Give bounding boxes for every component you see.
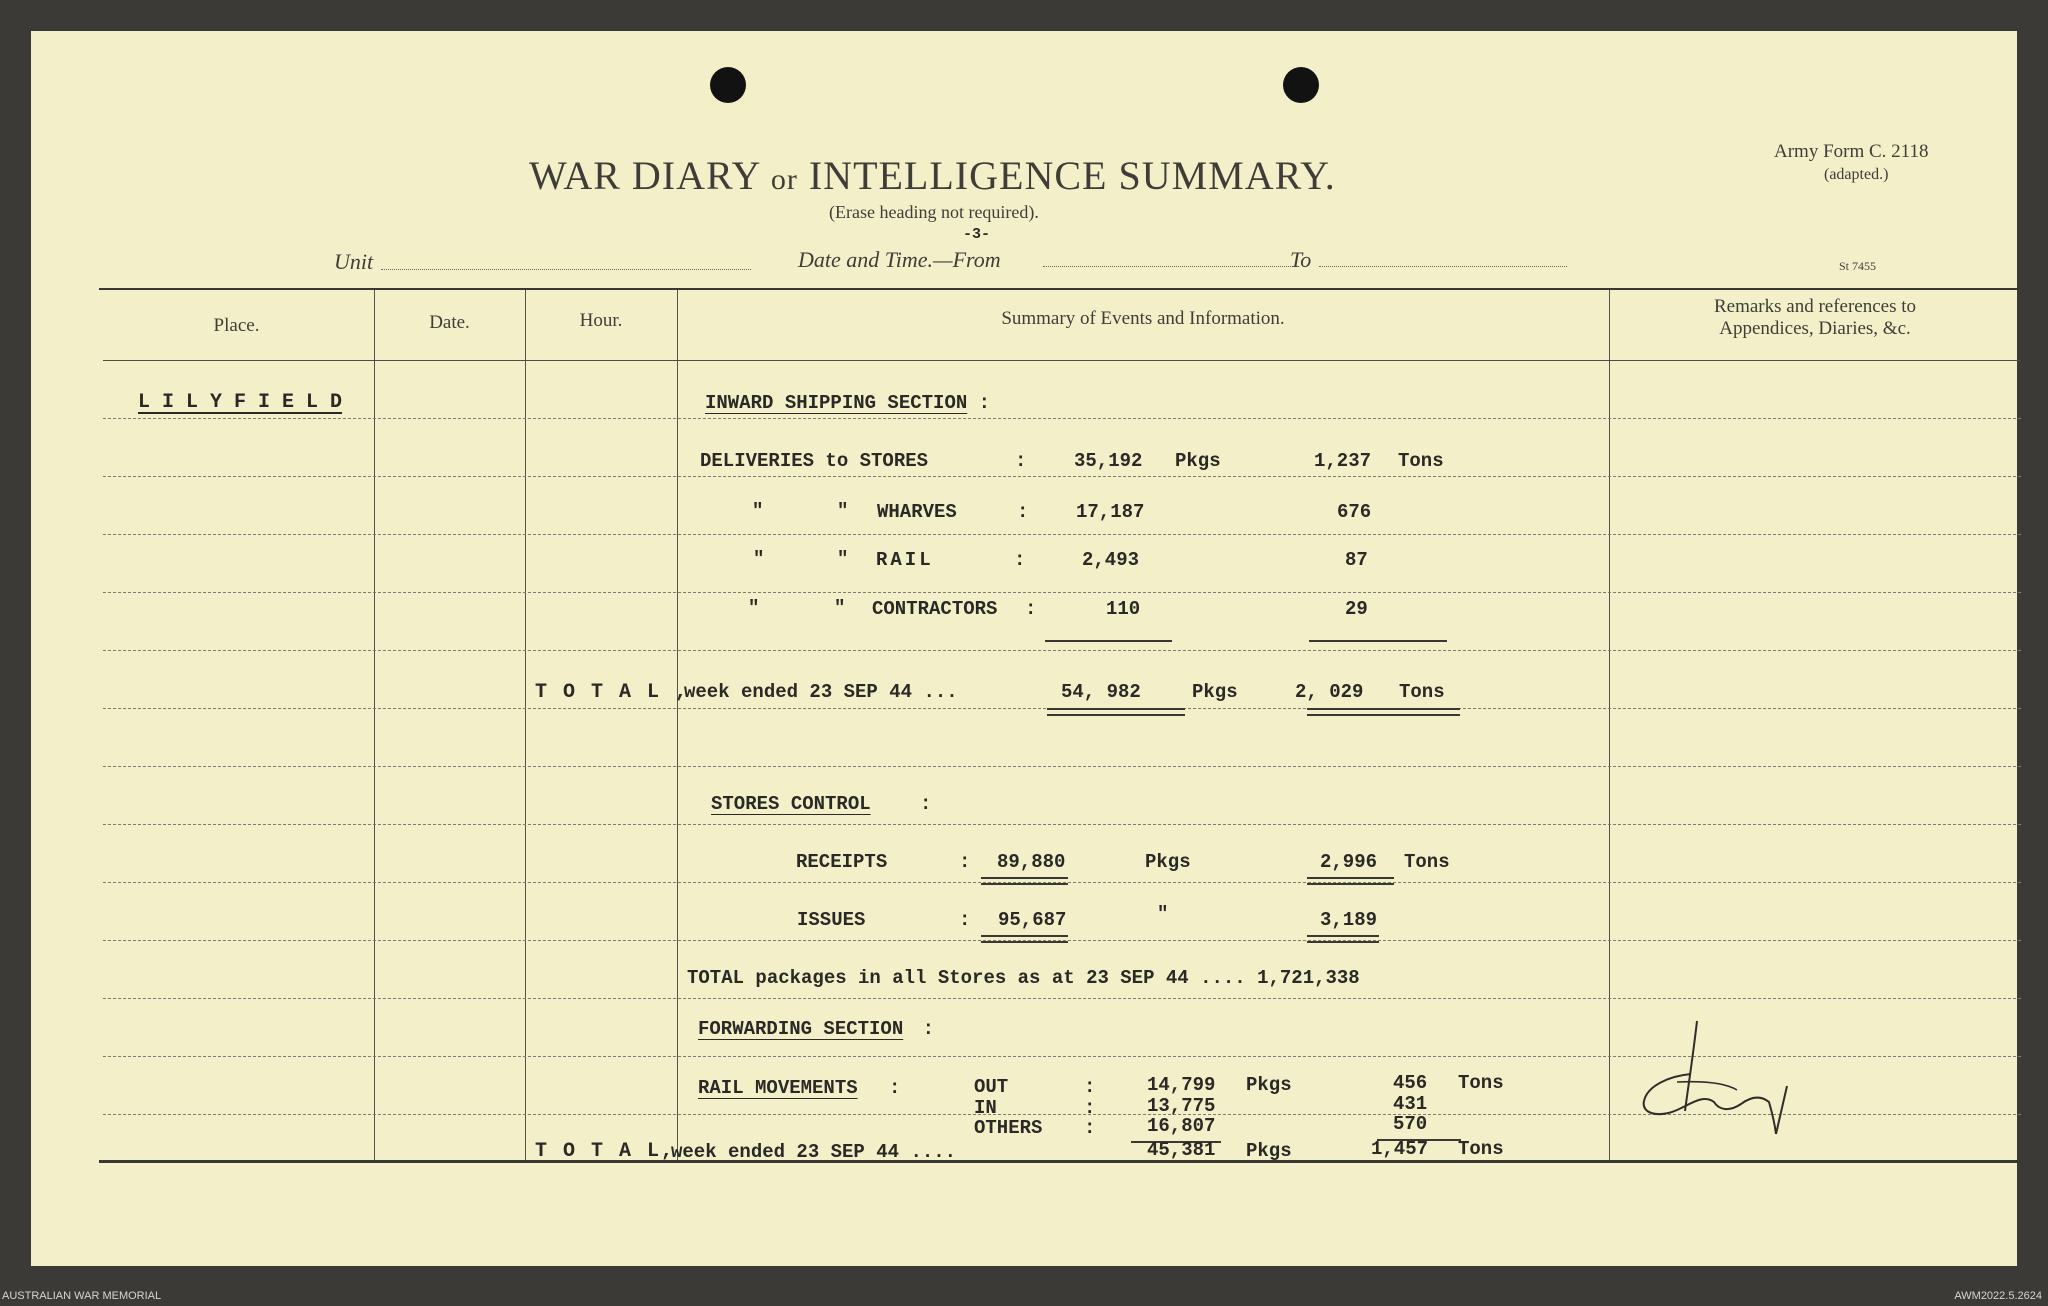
title-war-diary: WAR DIARY [529,153,760,198]
column-header-summary: Summary of Events and Information. [1001,308,1285,329]
archive-footer-left: AUSTRALIAN WAR MEMORIAL [2,1290,162,1302]
ruled-line [103,476,2021,477]
deliveries-contractors-tons: 29 [1345,598,1368,620]
stores-heading-colon: : [920,793,932,815]
issues-double-rule [1307,941,1379,943]
total-double-rule [1307,708,1460,710]
handwritten-initials-signature [1619,986,1794,1146]
table-bottom-rule [99,1160,2021,1163]
rail-out-label: OUT [974,1076,1009,1098]
ruled-line [103,766,2021,767]
deliveries-wharves-sep: : [1017,501,1029,523]
ruled-line [103,650,2021,651]
deliveries-rail-tons: 87 [1345,549,1368,571]
inward-total-tons: 2, 029 [1295,681,1364,703]
column-header-hour: Hour. [579,310,623,331]
stock-code: St 7455 [1839,259,1877,273]
inward-total-text: week ended 23 SEP 44 ... [684,681,958,703]
inward-section-heading [705,392,990,414]
stores-total-line: TOTAL packages in all Stores as at 23 SEP 44 .... 1,721,338 [687,967,1360,989]
deliveries-rail-label: RAIL [876,549,934,571]
deliveries-wharves-tons: 676 [1337,501,1372,523]
inward-total-pkgs: 54, 982 [1061,681,1141,703]
issues-tons: 3,189 [1320,909,1378,931]
receipts-double-rule [1307,883,1394,885]
rail-out-pkgs-unit: Pkgs [1246,1074,1292,1096]
column-divider-place [374,290,375,1160]
issues-pkgs: 95,687 [998,909,1067,931]
receipts-pkgs: 89,880 [997,851,1066,873]
rail-others-pkgs: 16,807 [1147,1115,1216,1137]
rail-in-tons: 431 [1393,1093,1428,1115]
header-rule [103,360,2021,361]
forwarding-heading-colon: : [922,1018,935,1040]
forwarding-total-pkgs: 45,381 [1147,1139,1216,1161]
forwarding-total-text: week ended 23 SEP 44 .... [671,1141,957,1163]
rail-movements-text: RAIL MOVEMENTS [698,1077,858,1099]
rail-out-tons: 456 [1393,1072,1428,1094]
receipts-double-rule [981,877,1068,879]
receipts-pkgs-unit: Pkgs [1145,851,1191,873]
punch-hole-left [710,67,746,103]
inward-heading-text: INWARD SHIPPING SECTION [705,392,968,414]
rail-in-pkgs: 13,775 [1147,1095,1216,1117]
deliveries-wharves-pkgs: 17,187 [1076,501,1145,523]
column-divider-date [525,290,526,1160]
ditto-mark: " [837,548,849,570]
deliveries-stores-label: DELIVERIES to STORES [700,450,929,472]
to-field-line [1319,266,1567,267]
inward-heading-colon: : [978,392,991,414]
forwarding-total-label: T O T A L, [535,1140,676,1163]
ditto-mark: " [837,500,849,522]
ditto-mark: " [834,597,846,619]
sum-rule-pkgs [1045,640,1172,642]
deliveries-contractors-pkgs: 110 [1106,598,1141,620]
receipts-tons-unit: Tons [1404,851,1450,873]
rail-others-tons: 570 [1393,1113,1428,1135]
issues-double-rule [1307,935,1379,937]
issues-ditto: " [1157,903,1169,925]
receipts-double-rule [981,883,1068,885]
ruled-line [103,534,2021,535]
column-header-remarks [1609,296,2021,340]
erase-note: (Erase heading not required). [829,202,1039,222]
column-divider-summary [1609,290,1610,1160]
ditto-mark: " [752,500,764,522]
deliveries-stores-sep: : [1015,450,1027,472]
deliveries-contractors-sep: : [1025,598,1037,620]
rail-movements-colon: : [889,1077,901,1099]
army-form-number: Army Form C. 2118 [1774,141,1929,162]
from-field-line [1043,266,1299,267]
archive-footer-right: AWM2022.5.2624 [1954,1290,2042,1302]
ditto-mark: " [748,597,760,619]
issues-label: ISSUES [797,909,866,931]
ruled-line [103,592,2021,593]
ditto-mark: " [753,548,765,570]
issues-double-rule [981,941,1068,943]
rail-out-sep: : [1084,1076,1096,1098]
column-divider-hour [677,290,678,1160]
rail-others-sep: : [1084,1117,1096,1139]
forwarding-section-heading [698,1018,934,1040]
column-header-place: Place. [213,315,260,336]
total-double-rule [1047,714,1185,716]
title-intelligence-summary: INTELLIGENCE SUMMARY. [808,153,1336,198]
page-number: -3- [963,226,991,243]
receipts-tons: 2,996 [1320,851,1378,873]
unit-field-line [381,269,751,270]
receipts-label: RECEIPTS [796,851,888,873]
deliveries-wharves-label: WHARVES [877,501,957,523]
deliveries-contractors-label: CONTRACTORS [872,598,998,620]
rail-others-label: OTHERS [974,1117,1043,1139]
diary-sheet [31,31,2017,1266]
deliveries-stores-pkgs-unit: Pkgs [1175,450,1221,472]
forwarding-total-tons-unit: Tons [1458,1138,1504,1160]
rail-out-tons-unit: Tons [1458,1072,1504,1094]
receipts-double-rule [1307,877,1394,879]
column-header-date: Date. [429,312,470,333]
forwarding-total-tons: 1,457 [1371,1138,1429,1160]
stores-section-heading [711,793,931,815]
issues-double-rule [981,935,1068,937]
ruled-line [103,418,2021,419]
total-double-rule [1307,714,1460,716]
forwarding-total-pkgs-unit: Pkgs [1246,1140,1292,1162]
sum-rule-tons [1309,640,1447,642]
inward-total-label: T O T A L , [535,681,690,704]
deliveries-stores-pkgs: 35,192 [1074,450,1143,472]
rail-out-pkgs: 14,799 [1147,1074,1216,1096]
deliveries-stores-tons-unit: Tons [1398,450,1444,472]
forwarding-heading-text: FORWARDING SECTION [698,1018,904,1040]
punch-hole-right [1283,67,1319,103]
deliveries-rail-sep: : [1014,549,1026,571]
total-double-rule [1047,708,1185,710]
army-form-adapted: (adapted.) [1824,166,1889,183]
issues-sep: : [959,909,971,931]
rail-in-label: IN [974,1097,997,1119]
deliveries-stores-tons: 1,237 [1314,450,1372,472]
rail-in-sep: : [1084,1097,1096,1119]
unit-label: Unit [334,249,374,274]
remarks-header-line1: Remarks and references to [1713,296,1917,317]
inward-total-pkgs-unit: Pkgs [1192,681,1238,703]
inward-total-tons-unit: Tons [1399,681,1445,703]
page-title [529,152,1336,199]
date-time-label: Date and Time.—From [798,247,1001,272]
receipts-sep: : [959,851,971,873]
ruled-line [103,824,2021,825]
deliveries-rail-pkgs: 2,493 [1082,549,1140,571]
to-label: To [1290,247,1312,272]
table-top-rule [99,288,2021,290]
place-value: L I L Y F I E L D [138,391,343,414]
remarks-header-line2: Appendices, Diaries, &c. [1719,318,1911,339]
stores-heading-text: STORES CONTROL [711,793,871,815]
rail-movements-label [698,1077,900,1099]
title-or: or [770,163,798,196]
